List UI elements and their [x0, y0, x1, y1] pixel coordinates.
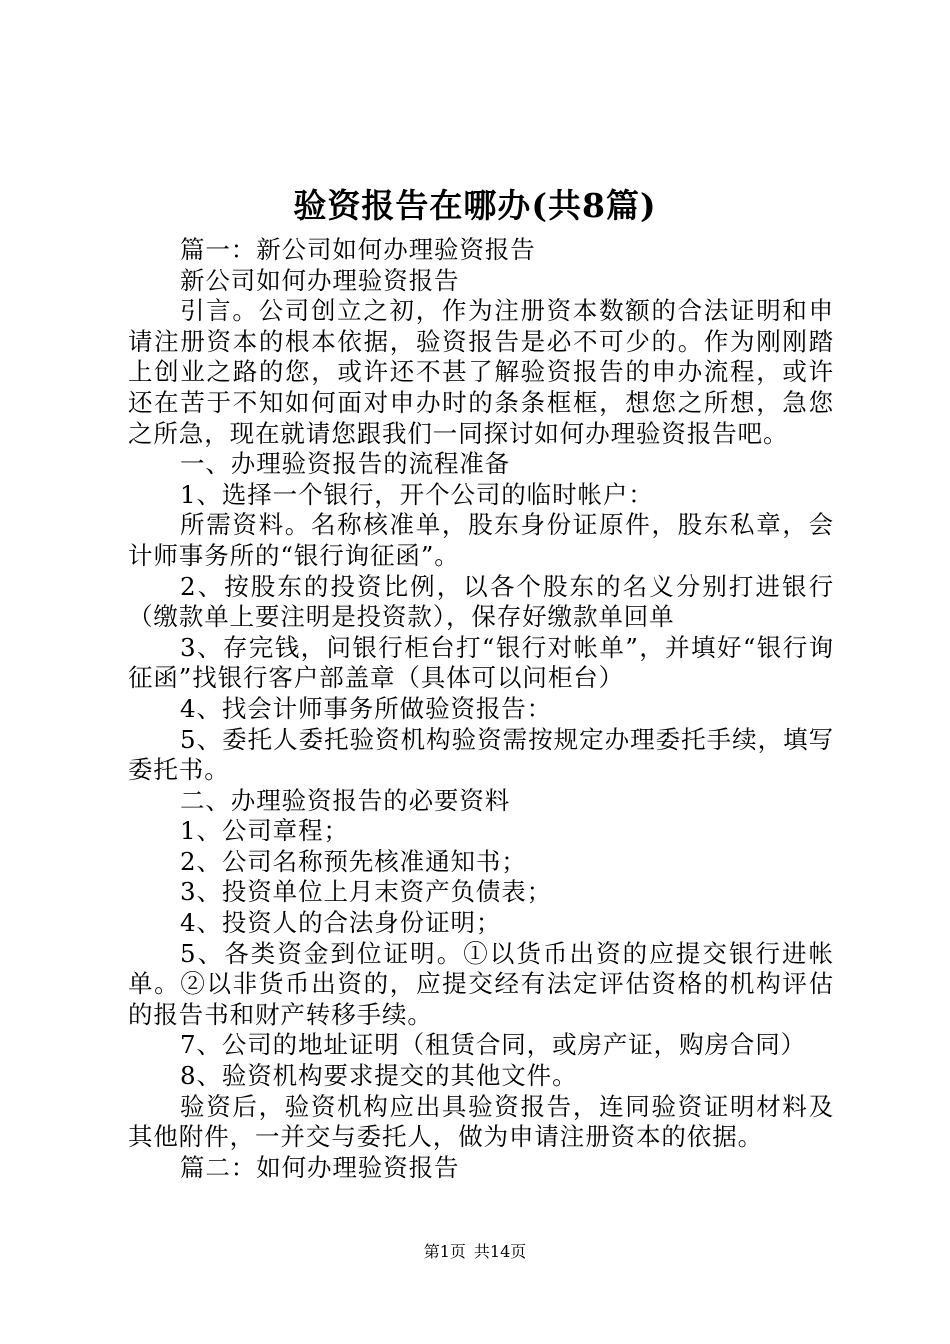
paragraph: 新公司如何办理验资报告: [180, 265, 460, 295]
paragraph: 篇二：如何办理验资报告: [180, 1152, 460, 1182]
paragraph: 二、办理验资报告的必要资料: [180, 785, 511, 815]
paragraph: 所需资料。名称核准单，股东身份证原件，股东私章，会计师事务所的“银行询征函”。: [128, 510, 834, 570]
paragraph: 3、投资单位上月末资产负债表；: [180, 877, 553, 907]
page-number: 第1页: [423, 1242, 466, 1261]
paragraph: 5、委托人委托验资机构验资需按规定办理委托手续，填写委托书。: [128, 724, 834, 785]
paragraph: 4、投资人的合法身份证明；: [180, 908, 502, 938]
paragraph: 一、办理验资报告的流程准备: [180, 449, 511, 479]
paragraph: 8、验资机构要求提交的其他文件。: [180, 1061, 578, 1091]
paragraph: 4、找会计师事务所做验资报告：: [180, 693, 553, 723]
paragraph: 验资后，验资机构应出具验资报告，连同验资证明材料及其他附件，一并交与委托人，做为申请注册资本的依据。: [128, 1091, 834, 1152]
document-body: [128, 235, 834, 1183]
paragraph: 7、公司的地址证明（租赁合同，或房产证，购房合同）: [180, 1030, 807, 1060]
paragraph: 引言。公司创立之初，作为注册资本数额的合法证明和申请注册资本的根本依据，验资报告是必不可少的。作为刚刚踏上创业之路的您，或许还不甚了解验资报告的申办流程，或许还在苦于不知如何面对申办时的条条框框，想您之所想，急您之所急，现在就请您跟我们一同探讨如何办理验资报告吧。: [128, 296, 834, 448]
paragraph: 2、公司名称预先核准通知书；: [180, 846, 527, 876]
page-total: 共14页: [473, 1242, 527, 1261]
paragraph: 篇一：新公司如何办理验资报告: [180, 235, 536, 264]
page-footer: [0, 1241, 950, 1263]
document-title: 验资报告在哪办(共8篇): [293, 186, 657, 225]
paragraph: 1、选择一个银行，开个公司的临时帐户：: [180, 479, 654, 509]
paragraph: 5、各类资金到位证明。①以货币出资的应提交银行进帐单。②以非货币出资的，应提交经有法定评估资格的机构评估的报告书和财产转移手续。: [128, 938, 834, 1029]
paragraph: 2、按股东的投资比例，以各个股东的名义分别打进银行（缴款单上要注明是投资款），保存好缴款单回单: [128, 571, 834, 632]
paragraph: 1、公司章程；: [180, 816, 349, 846]
paragraph: 3、存完钱，问银行柜台打“银行对帐单”，并填好“银行询征函”找银行客户部盖章（具体可以问柜台）: [128, 632, 834, 693]
